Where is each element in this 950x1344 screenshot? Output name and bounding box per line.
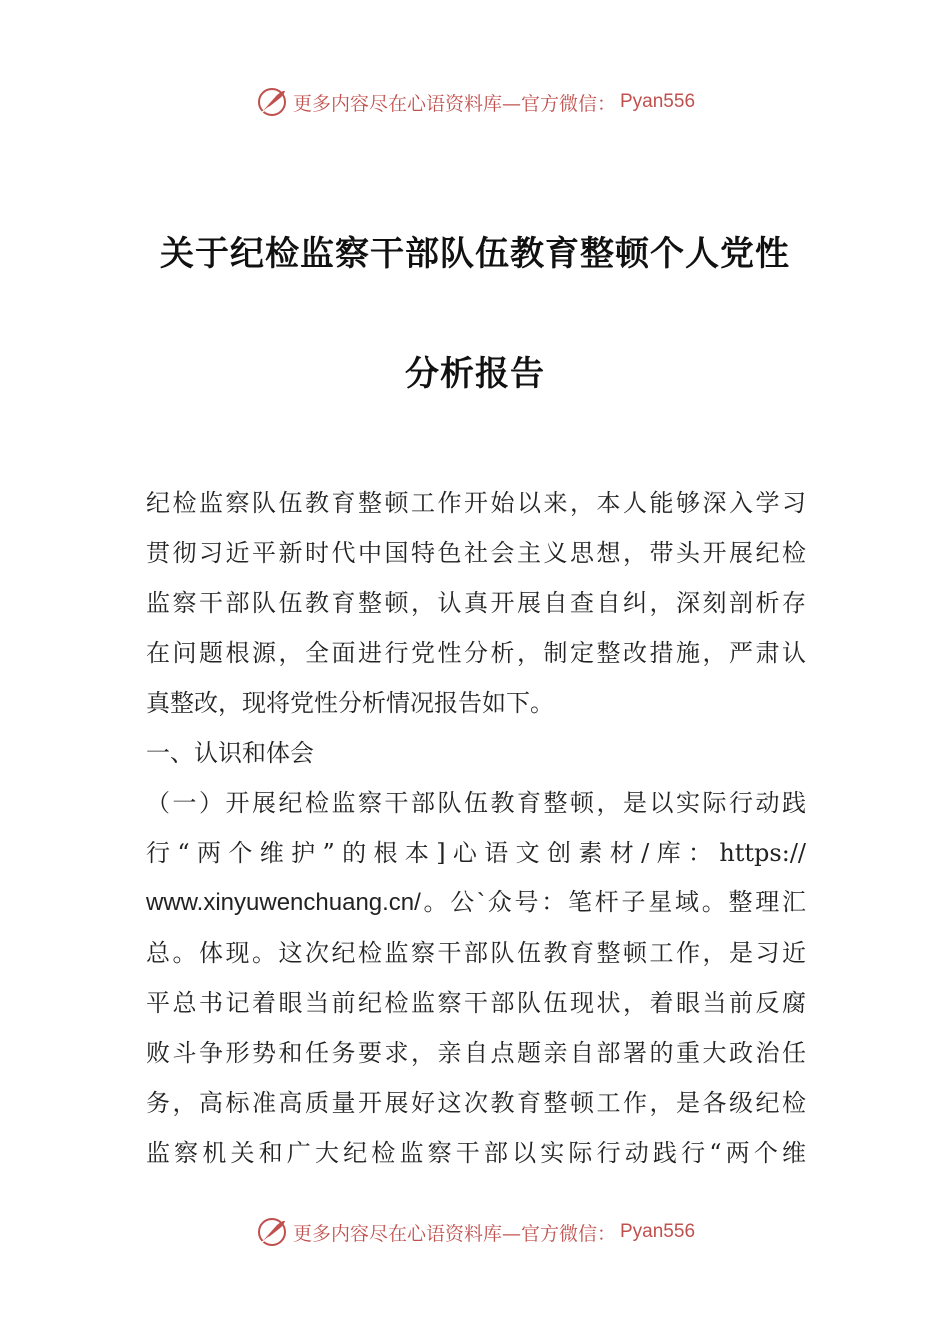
body-line: www.xinyuwenchuang.cn/。公`众号：笔杆子星域。整理汇 [146, 889, 806, 916]
subsection-heading: （一）开展纪检监察干部队伍教育整顿，是以实际行动践 [146, 789, 806, 817]
document-title-line-1: 关于纪检监察干部队伍教育整顿个人党性 [160, 234, 790, 274]
body-line: 务，高标准高质量开展好这次教育整顿工作，是各级纪检 [146, 1089, 806, 1117]
body-line: 总。体现。这次纪检监察干部队伍教育整顿工作，是习近 [146, 939, 806, 967]
watermark-banner-top [0, 82, 950, 122]
section-heading: 一、认识和体会 [146, 739, 314, 767]
body-line: 真整改，现将党性分析情况报告如下。 [146, 689, 554, 717]
body-line: 平总书记着眼当前纪检监察干部队伍现状，着眼当前反腐 [146, 989, 806, 1017]
body-line: 在问题根源，全面进行党性分析，制定整改措施，严肃认 [146, 639, 806, 667]
wechat-id: Pyan556 [620, 91, 696, 112]
body-line: 纪检监察队伍教育整顿工作开始以来，本人能够深入学习 [146, 489, 806, 517]
document-body [146, 478, 806, 1178]
quill-pen-icon [255, 1215, 289, 1249]
watermark-banner-bottom [0, 1212, 950, 1252]
body-line: 行“两个维护”的根本]心语文创素材/库：https:// [146, 839, 806, 867]
document-title-line-2: 分析报告 [405, 354, 545, 394]
body-line: 贯彻习近平新时代中国特色社会主义思想，带头开展纪检 [146, 539, 806, 567]
quill-pen-icon [255, 85, 289, 119]
body-line: 监察干部队伍教育整顿，认真开展自查自纠，深刻剖析存 [146, 589, 806, 617]
body-line: 监察机关和广大纪检监察干部以实际行动践行“两个维 [146, 1139, 806, 1167]
watermark-text: 更多内容尽在心语资料库—官方微信： [292, 1222, 616, 1245]
wechat-id: Pyan556 [620, 1221, 696, 1242]
body-line: 败斗争形势和任务要求，亲自点题亲自部署的重大政治任 [146, 1039, 806, 1067]
watermark-text: 更多内容尽在心语资料库—官方微信： [292, 92, 616, 115]
